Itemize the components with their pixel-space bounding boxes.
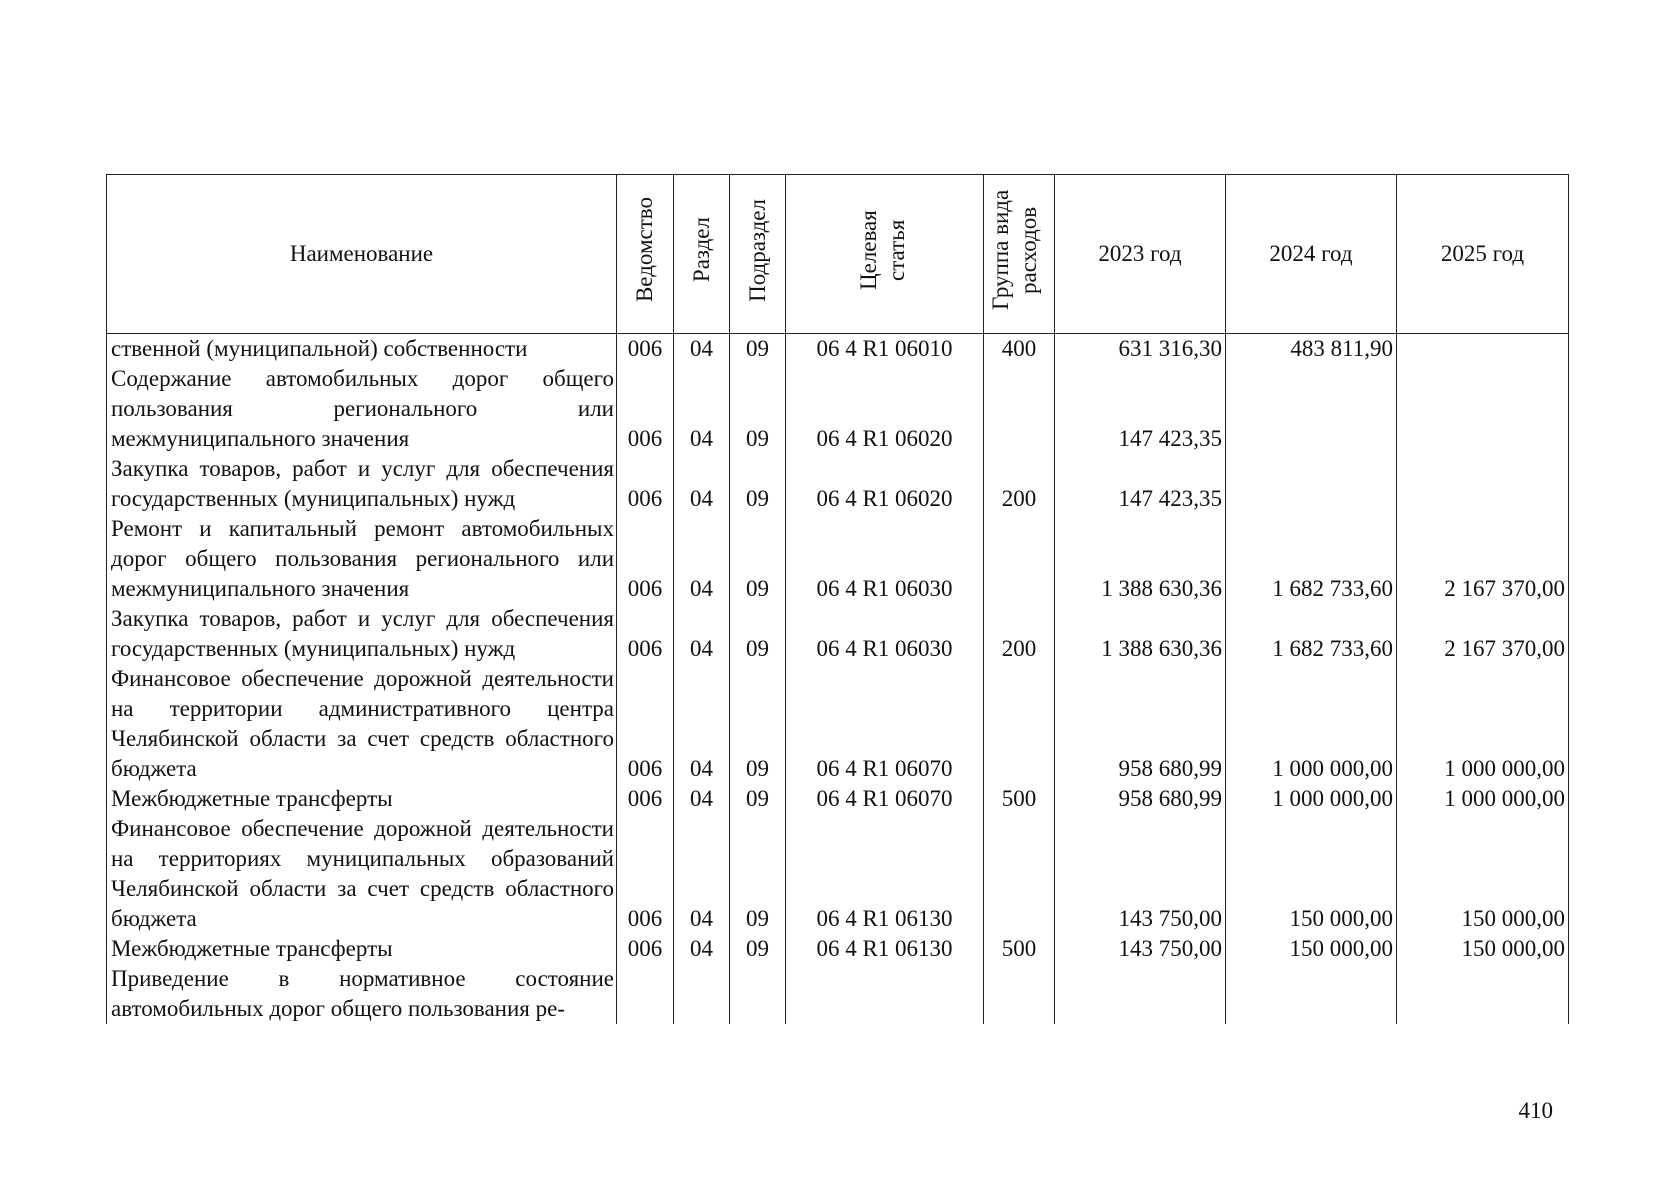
- amount-2025-cell: [1397, 334, 1569, 365]
- target-article-cell: 06 4 R1 06130: [786, 934, 984, 964]
- table-row: [107, 334, 1569, 365]
- expense-group-cell: [984, 364, 1055, 454]
- department-cell: 006: [617, 814, 674, 934]
- amount-2023-cell: 143 750,00: [1055, 934, 1226, 964]
- name-cell: Приведение в нормативное состояние автомобильных дорог общего пользования ре-: [107, 964, 617, 1024]
- section-cell: 04: [674, 664, 730, 784]
- table-row: [107, 664, 1569, 784]
- expense-group-cell: [984, 964, 1055, 1024]
- name-cell: Финансовое обеспечение дорожной деятельности на территориях муниципальных образований Челябинской области за счет средств областного бюджета: [107, 814, 617, 934]
- subsection-cell: 09: [730, 784, 786, 814]
- table-row: [107, 964, 1569, 1024]
- expense-group-cell: 500: [984, 934, 1055, 964]
- table-row: [107, 364, 1569, 454]
- table-row: [107, 814, 1569, 934]
- header-2024: 2024 год: [1226, 175, 1397, 334]
- name-cell: Межбюджетные трансферты: [107, 784, 617, 814]
- name-cell: Закупка товаров, работ и услуг для обеспечения государственных (муниципальных) нужд: [107, 454, 617, 514]
- subsection-cell: [730, 964, 786, 1024]
- target-article-cell: [786, 964, 984, 1024]
- department-cell: 006: [617, 364, 674, 454]
- section-cell: [674, 964, 730, 1024]
- department-cell: 006: [617, 514, 674, 604]
- section-cell: 04: [674, 784, 730, 814]
- section-cell: 04: [674, 814, 730, 934]
- amount-2023-cell: 147 423,35: [1055, 454, 1226, 514]
- expense-group-cell: 500: [984, 784, 1055, 814]
- header-section: Раздел: [674, 175, 730, 334]
- amount-2023-cell: 143 750,00: [1055, 814, 1226, 934]
- amount-2025-cell: 150 000,00: [1397, 934, 1569, 964]
- department-cell: 006: [617, 454, 674, 514]
- amount-2023-cell: 1 388 630,36: [1055, 514, 1226, 604]
- amount-2024-cell: [1226, 454, 1397, 514]
- name-cell: Ремонт и капитальный ремонт автомобильных дорог общего пользования регионального или межмуниципального значения: [107, 514, 617, 604]
- amount-2023-cell: 958 680,99: [1055, 784, 1226, 814]
- header-row: [107, 175, 1569, 334]
- amount-2024-cell: 1 000 000,00: [1226, 664, 1397, 784]
- name-cell: Межбюджетные трансферты: [107, 934, 617, 964]
- amount-2023-cell: 958 680,99: [1055, 664, 1226, 784]
- amount-2024-cell: [1226, 364, 1397, 454]
- expense-group-cell: [984, 514, 1055, 604]
- amount-2023-cell: [1055, 964, 1226, 1024]
- subsection-cell: 09: [730, 934, 786, 964]
- target-article-cell: 06 4 R1 06070: [786, 784, 984, 814]
- subsection-cell: 09: [730, 454, 786, 514]
- department-cell: [617, 964, 674, 1024]
- section-cell: 04: [674, 364, 730, 454]
- header-expense-group: Группа вида расходов: [984, 175, 1055, 334]
- subsection-cell: 09: [730, 364, 786, 454]
- budget-table: [106, 174, 1569, 1024]
- header-department: Ведомство: [617, 175, 674, 334]
- subsection-cell: 09: [730, 814, 786, 934]
- subsection-cell: 09: [730, 604, 786, 664]
- section-cell: 04: [674, 454, 730, 514]
- name-cell: Финансовое обеспечение дорожной деятельности на территории административного центра Челябинской области за счет средств областного бюджета: [107, 664, 617, 784]
- header-2025: 2025 год: [1397, 175, 1569, 334]
- amount-2024-cell: [1226, 964, 1397, 1024]
- target-article-cell: 06 4 R1 06020: [786, 364, 984, 454]
- amount-2024-cell: 1 000 000,00: [1226, 784, 1397, 814]
- header-name: Наименование: [107, 175, 617, 334]
- section-cell: 04: [674, 934, 730, 964]
- amount-2023-cell: 631 316,30: [1055, 334, 1226, 365]
- department-cell: 006: [617, 784, 674, 814]
- target-article-cell: 06 4 R1 06020: [786, 454, 984, 514]
- amount-2024-cell: 150 000,00: [1226, 934, 1397, 964]
- expense-group-cell: [984, 814, 1055, 934]
- amount-2025-cell: 2 167 370,00: [1397, 604, 1569, 664]
- amount-2024-cell: 1 682 733,60: [1226, 604, 1397, 664]
- department-cell: 006: [617, 934, 674, 964]
- section-cell: 04: [674, 334, 730, 365]
- header-2023: 2023 год: [1055, 175, 1226, 334]
- amount-2023-cell: 147 423,35: [1055, 364, 1226, 454]
- expense-group-cell: 200: [984, 604, 1055, 664]
- target-article-cell: 06 4 R1 06070: [786, 664, 984, 784]
- table-row: [107, 514, 1569, 604]
- expense-group-cell: 200: [984, 454, 1055, 514]
- section-cell: 04: [674, 514, 730, 604]
- amount-2023-cell: 1 388 630,36: [1055, 604, 1226, 664]
- amount-2025-cell: 1 000 000,00: [1397, 664, 1569, 784]
- amount-2024-cell: 1 682 733,60: [1226, 514, 1397, 604]
- subsection-cell: 09: [730, 334, 786, 365]
- table-row: [107, 454, 1569, 514]
- department-cell: 006: [617, 334, 674, 365]
- header-subsection: Подраздел: [730, 175, 786, 334]
- name-cell: Закупка товаров, работ и услуг для обеспечения государственных (муниципальных) нужд: [107, 604, 617, 664]
- target-article-cell: 06 4 R1 06010: [786, 334, 984, 365]
- page-number: 410: [1518, 1098, 1553, 1123]
- table-row: [107, 934, 1569, 964]
- amount-2025-cell: [1397, 454, 1569, 514]
- name-cell: ственной (муниципальной) собственности: [107, 334, 617, 365]
- department-cell: 006: [617, 664, 674, 784]
- amount-2024-cell: 483 811,90: [1226, 334, 1397, 365]
- table-row: [107, 784, 1569, 814]
- amount-2025-cell: [1397, 364, 1569, 454]
- subsection-cell: 09: [730, 664, 786, 784]
- amount-2025-cell: [1397, 964, 1569, 1024]
- section-cell: 04: [674, 604, 730, 664]
- amount-2025-cell: 1 000 000,00: [1397, 784, 1569, 814]
- header-target-article: Целевая статья: [786, 175, 984, 334]
- amount-2025-cell: 150 000,00: [1397, 814, 1569, 934]
- subsection-cell: 09: [730, 514, 786, 604]
- table-body: [107, 334, 1569, 1025]
- expense-group-cell: 400: [984, 334, 1055, 365]
- target-article-cell: 06 4 R1 06030: [786, 604, 984, 664]
- target-article-cell: 06 4 R1 06030: [786, 514, 984, 604]
- amount-2024-cell: 150 000,00: [1226, 814, 1397, 934]
- department-cell: 006: [617, 604, 674, 664]
- expense-group-cell: [984, 664, 1055, 784]
- target-article-cell: 06 4 R1 06130: [786, 814, 984, 934]
- table-row: [107, 604, 1569, 664]
- name-cell: Содержание автомобильных дорог общего пользования регионального или межмуниципального значения: [107, 364, 617, 454]
- amount-2025-cell: 2 167 370,00: [1397, 514, 1569, 604]
